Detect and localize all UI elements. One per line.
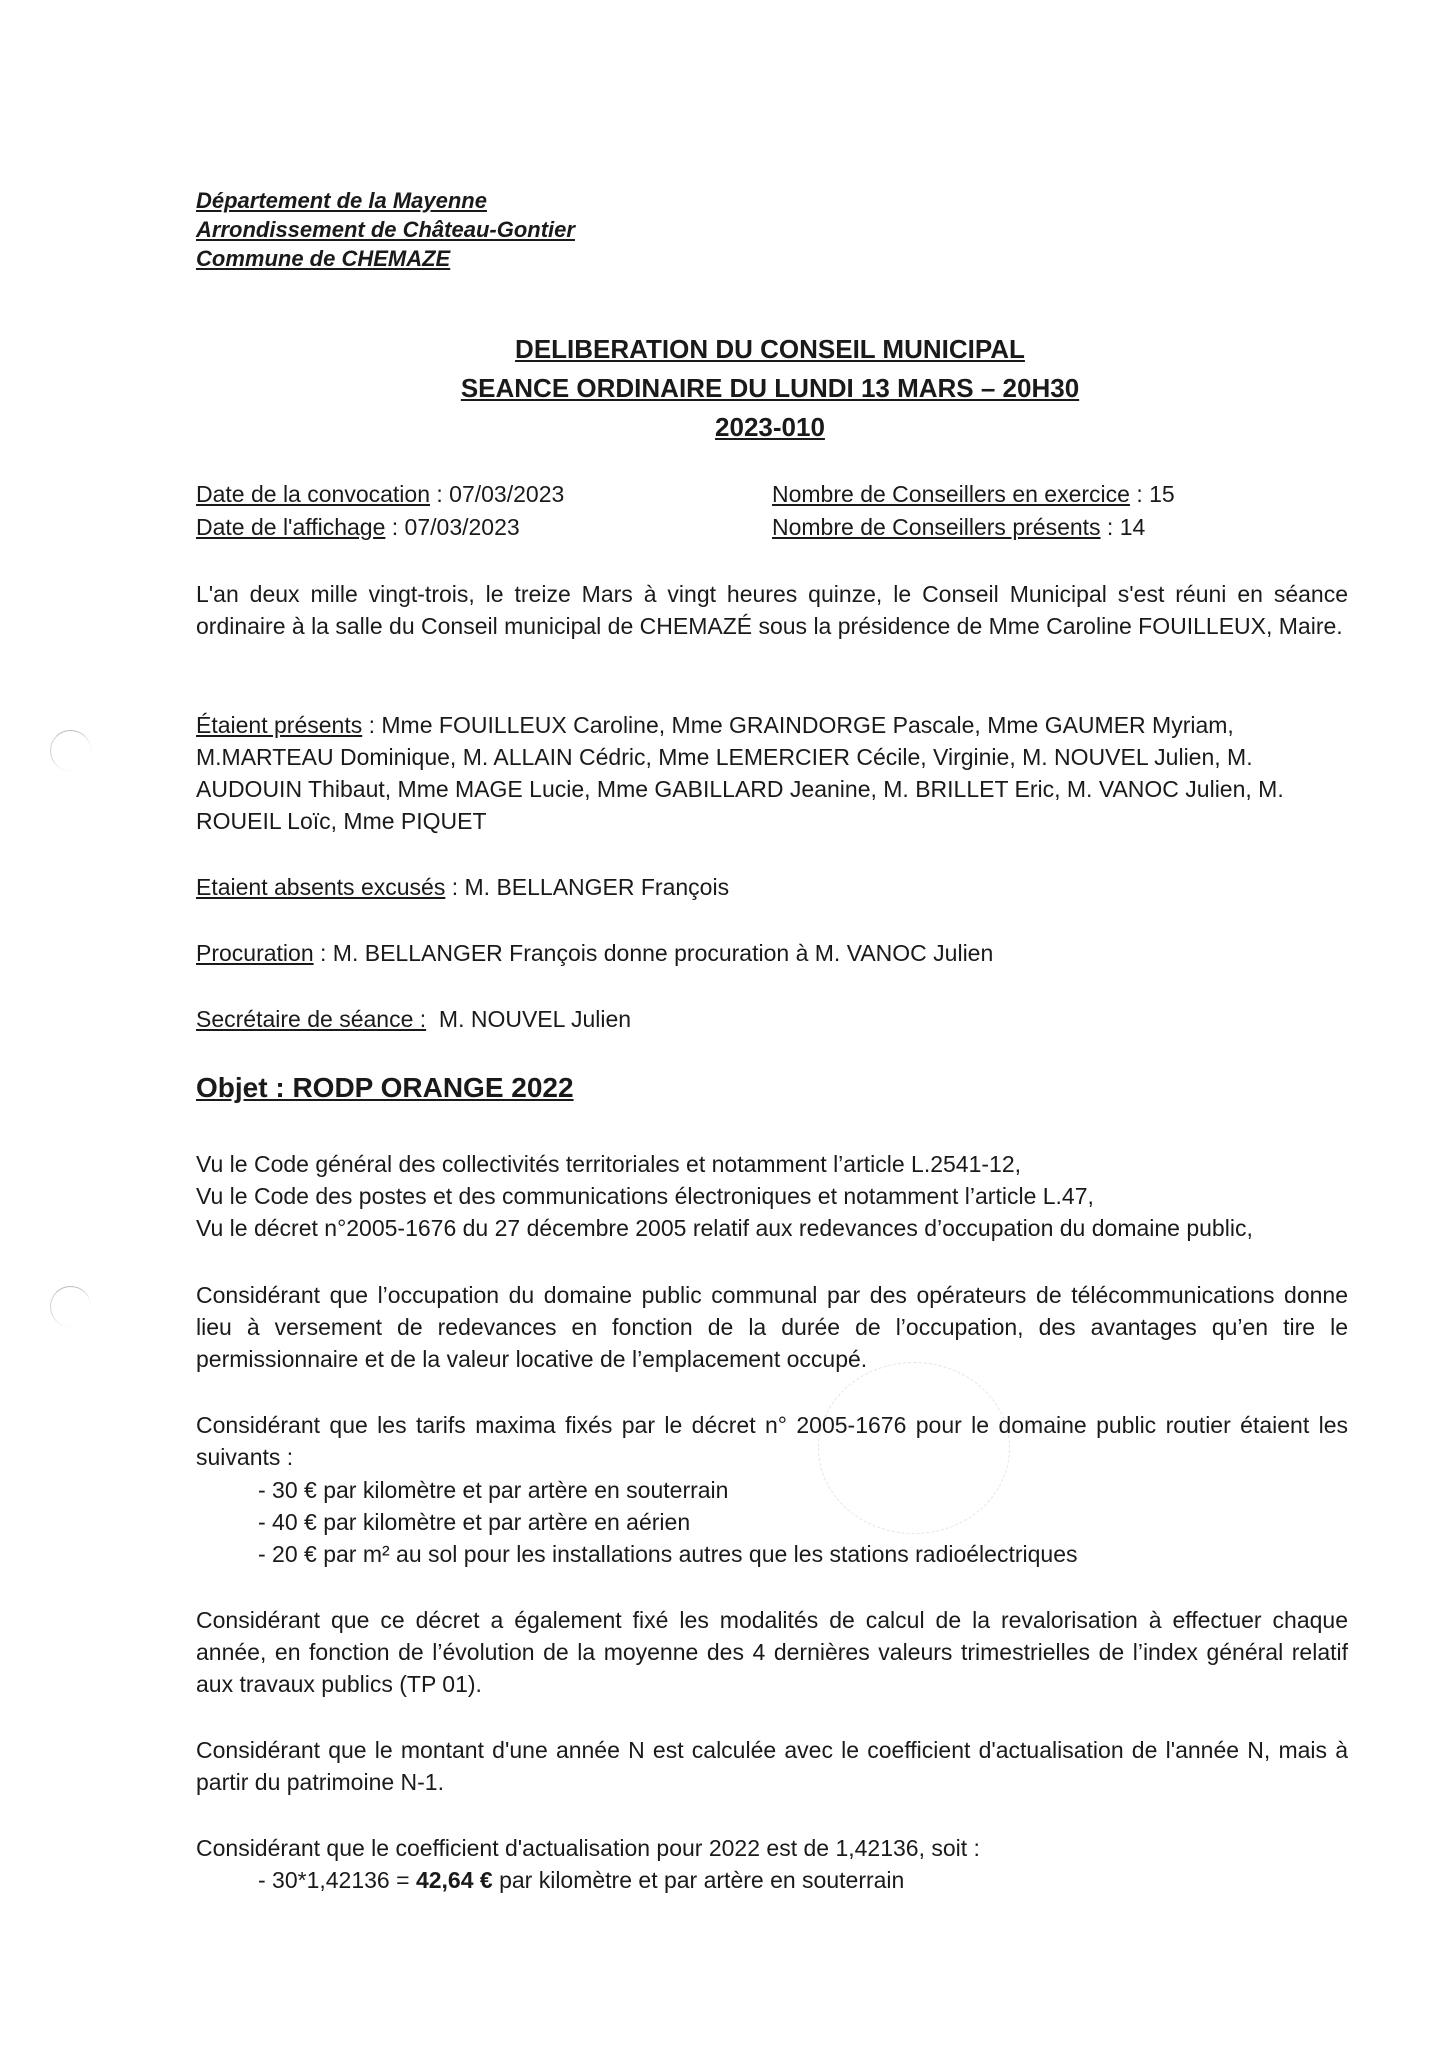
title-number: 2023-010 — [715, 412, 825, 442]
considerant-revalorisation: Considérant que ce décret a également fixé les modalités de calcul de la revalorisation à effectuer chaque année, en fonction de l’évolution de la moyenne des 4 dernières valeurs trimestrielles de l’index général relatif aux travaux publics (TP 01). — [196, 1607, 1348, 1697]
calc-list — [258, 1864, 904, 1896]
objet-heading: Objet : RODP ORANGE 2022 — [196, 1072, 574, 1103]
vu-block — [196, 1148, 1348, 1244]
list-item: - 20 € par m² au sol pour les installations autres que les stations radioélectriques — [258, 1541, 1078, 1567]
procuration-line: Procuration : M. BELLANGER François donne procuration à M. VANOC Julien — [196, 940, 994, 966]
list-item: - 40 € par kilomètre et par artère en aérien — [258, 1509, 691, 1535]
header-commune: Commune de CHEMAZE — [196, 246, 451, 271]
convocation-date: Date de la convocation : 07/03/2023 — [196, 481, 565, 507]
title-seance: SEANCE ORDINAIRE DU LUNDI 13 MARS – 20H30 — [460, 373, 1080, 403]
title-deliberation: DELIBERATION DU CONSEIL MUNICIPAL — [515, 334, 1025, 364]
punch-hole-mark-bottom — [50, 1286, 91, 1327]
document-title — [0, 330, 1448, 447]
intro-paragraph: L'an deux mille vingt-trois, le treize Mars à vingt heures quinze, le Conseil Municipal s'est réuni en séance ordinaire à la salle du Conseil municipal de CHEMAZÉ sous la présidence de Mme Caroline FOUILLEUX, Maire. — [196, 581, 1348, 639]
counts-block — [772, 478, 1175, 544]
conseillers-exercice: Nombre de Conseillers en exercice : 15 — [772, 481, 1175, 507]
punch-hole-mark-top — [50, 730, 91, 771]
vu-line: Vu le Code des postes et des communications électroniques et notamment l’article L.47, — [196, 1183, 1094, 1209]
absents-line: Etaient absents excusés : M. BELLANGER François — [196, 874, 730, 900]
administrative-header — [196, 186, 575, 273]
affichage-date: Date de l'affichage : 07/03/2023 — [196, 514, 520, 540]
vu-line: Vu le décret n°2005-1676 du 27 décembre 2005 relatif aux redevances d’occupation du domaine public, — [196, 1215, 1253, 1241]
vu-line: Vu le Code général des collectivités territoriales et notamment l’article L.2541-12, — [196, 1151, 1022, 1177]
header-arrondissement: Arrondissement de Château-Gontier — [196, 217, 575, 242]
list-item: - 30 € par kilomètre et par artère en souterrain — [258, 1477, 729, 1503]
conseillers-presents: Nombre de Conseillers présents : 14 — [772, 514, 1146, 540]
dates-block — [196, 478, 564, 544]
secretaire-line: Secrétaire de séance : M. NOUVEL Julien — [196, 1006, 632, 1032]
presents-paragraph: Étaient présents : Mme FOUILLEUX Caroline, Mme GRAINDORGE Pascale, Mme GAUMER Myriam, M.MARTEAU Dominique, M. ALLAIN Cédric, Mme LEMERCIER Cécile, Virginie, M. NOUVEL Julien, M. AUDOUIN Thibaut, Mme MAGE Lucie, Mme GABILLARD Jeanine, M. BRILLET Eric, M. VANOC Julien, M. ROUEIL Loïc, Mme PIQUET — [196, 712, 1284, 834]
list-item: - 30*1,42136 = 42,64 € par kilomètre et par artère en souterrain — [258, 1867, 905, 1893]
considerant-occupation: Considérant que l’occupation du domaine public communal par des opérateurs de télécommunications donne lieu à versement de redevances en fonction de la durée de l’occupation, des avantages qu’en tire le permissionnaire et de la valeur locative de l’emplacement occupé. — [196, 1282, 1348, 1372]
tarifs-list — [258, 1474, 1078, 1570]
header-departement: Département de la Mayenne — [196, 188, 487, 213]
considerant-tarifs: Considérant que les tarifs maxima fixés par le décret n° 2005-1676 pour le domaine public routier étaient les suivants : — [196, 1412, 1348, 1470]
considerant-annee-n: Considérant que le montant d'une année N est calculée avec le coefficient d'actualisation de l'année N, mais à partir du patrimoine N-1. — [196, 1737, 1348, 1795]
considerant-coefficient: Considérant que le coefficient d'actualisation pour 2022 est de 1,42136, soit : — [196, 1835, 980, 1861]
